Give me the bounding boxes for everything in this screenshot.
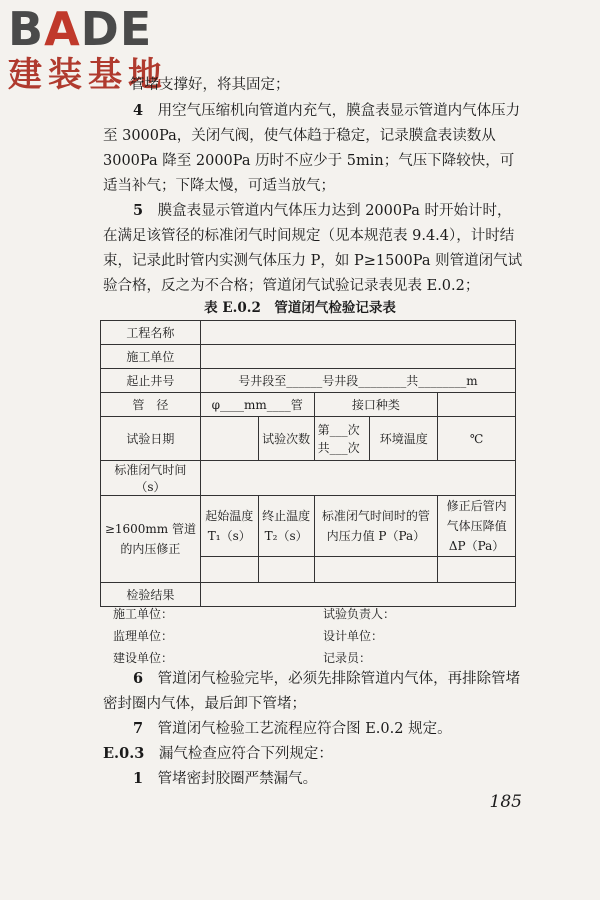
value-pipe-diameter: φ____mm____管 bbox=[200, 393, 314, 417]
paragraph-fix-plug: 管堵支撑好，将其固定； bbox=[130, 77, 290, 93]
paragraph-step-5 bbox=[103, 198, 523, 299]
value-project-name bbox=[200, 321, 515, 345]
section-e-0-3 bbox=[103, 741, 523, 767]
value-joint-type bbox=[438, 393, 516, 417]
label-standard-seal-time: 标准闭气时间（s） bbox=[101, 461, 201, 496]
paragraph-step-7 bbox=[103, 716, 523, 742]
paragraph-step-6 bbox=[103, 666, 523, 717]
value-start-temp bbox=[200, 557, 258, 583]
step-text: 管道闭气检验完毕，必须先排除管道内气体，再排除管堵密封圈内气体，最后卸下管堵； bbox=[103, 671, 521, 712]
gas-test-record-table bbox=[100, 320, 516, 607]
step-number: 7 bbox=[133, 720, 144, 737]
step-number: 4 bbox=[133, 102, 144, 119]
value-end-temp bbox=[258, 557, 314, 583]
logo-subtitle: 建装基地 bbox=[8, 55, 168, 95]
header-pressure-value: 标准闭气时间时的管内压力值 P（Pa） bbox=[314, 496, 438, 557]
step-text: 膜盒表显示管道内气体压力达到 2000Pa 时开始计时，在满足该管径的标准闭气时间规定（见本规范表 9.4.4），计时结束，记录此时管内实测气体压力 P，如 P≥1500Pa 则管道闭气试验合格，反之为不合格；管道闭气试验记录表见表 E.0.2； bbox=[103, 203, 523, 294]
section-number: E.0.3 bbox=[103, 745, 145, 762]
value-standard-seal-time bbox=[200, 461, 515, 496]
header-corrected-drop: 修正后管内气体压降值 ΔP（Pa） bbox=[438, 496, 516, 557]
label-project-name: 工程名称 bbox=[101, 321, 201, 345]
header-start-temp: 起始温度 T₁（s） bbox=[200, 496, 258, 557]
label-pressure-correction: ≥1600mm 管道的内压修正 bbox=[101, 496, 201, 583]
signature-design-unit: 设计单位： bbox=[323, 629, 384, 643]
section-text: 漏气检查应符合下列规定： bbox=[158, 746, 333, 762]
step-number: 5 bbox=[133, 202, 144, 219]
signature-recorder: 记录员： bbox=[323, 651, 372, 665]
value-corrected-drop bbox=[438, 557, 516, 583]
value-test-count: 第___次 共___次 bbox=[314, 417, 370, 461]
value-inspection-result bbox=[200, 583, 515, 607]
header-end-temp: 终止温度 T₂（s） bbox=[258, 496, 314, 557]
label-start-end-well: 起止井号 bbox=[101, 369, 201, 393]
item-number: 1 bbox=[133, 770, 144, 787]
signature-owner-unit: 建设单位： bbox=[113, 651, 174, 665]
value-well-segment: 号井段至______号井段________共________m bbox=[200, 369, 515, 393]
page-number: 185 bbox=[489, 792, 522, 812]
step-text: 用空气压缩机向管道内充气，膜盒表显示管道内气体压力至 3000Pa，关闭气阀，使气体趋于稳定，记录膜盒表读数从 3000Pa 降至 2000Pa 历时不应少于 5min；气压下降较快，可适当补气；下降太慢，可适当放气； bbox=[103, 103, 521, 194]
step-text: 管道闭气检验工艺流程应符合图 E.0.2 规定。 bbox=[157, 721, 452, 737]
label-test-date: 试验日期 bbox=[101, 417, 201, 461]
label-inspection-result: 检验结果 bbox=[101, 583, 201, 607]
signature-construction-unit: 施工单位： bbox=[113, 607, 174, 621]
label-ambient-temp: 环境温度 bbox=[370, 417, 438, 461]
signature-supervision-unit: 监理单位： bbox=[113, 629, 174, 643]
step-number: 6 bbox=[133, 670, 144, 687]
table-caption: 表 E.0.2 管道闭气检验记录表 bbox=[204, 300, 396, 316]
signature-test-lead: 试验负责人： bbox=[323, 607, 396, 621]
paragraph-item-1 bbox=[103, 766, 523, 792]
label-test-count: 试验次数 bbox=[258, 417, 314, 461]
value-test-date bbox=[200, 417, 258, 461]
label-construction-unit: 施工单位 bbox=[101, 345, 201, 369]
value-ambient-temp: ℃ bbox=[438, 417, 516, 461]
item-text: 管堵密封胶圈严禁漏气。 bbox=[157, 771, 318, 787]
value-construction-unit bbox=[200, 345, 515, 369]
logo-wordmark: BADE bbox=[8, 2, 153, 56]
paragraph-step-4 bbox=[103, 98, 523, 199]
value-pressure bbox=[314, 557, 438, 583]
label-pipe-diameter: 管 径 bbox=[101, 393, 201, 417]
label-joint-type: 接口种类 bbox=[314, 393, 438, 417]
